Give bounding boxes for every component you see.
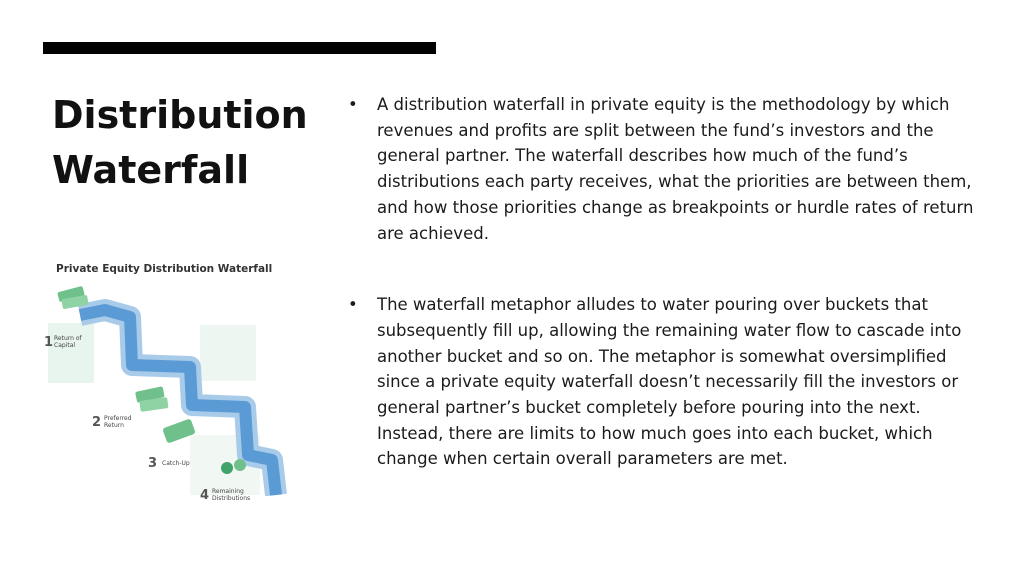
title-accent-bar	[43, 42, 436, 54]
step-number: 1	[44, 335, 54, 350]
bullet-text: A distribution waterfall in private equity is the methodology by which revenues and profits are split between the fund’s investors and the general partner. The waterfall describes how much of the fund’s distributions each party receives, what the priorities are between them, and how those priorities change as breakpoints or hurdle rates of return are achieved.	[377, 95, 974, 243]
waterfall-graphic	[40, 255, 302, 513]
bullet-text: The waterfall metaphor alludes to water pouring over buckets that subsequently fill up, allowing the remaining water flow to cascade into another bucket and so on. The metaphor is somewhat oversimplified since a private equity waterfall doesn’t necessarily fill the investors or general partner’s bucket completely before pouring into the next. Instead, there are limits to how much goes into each bucket, which change when certain overall parameters are met.	[377, 295, 962, 469]
step-number: 3	[148, 456, 158, 471]
bullet-list	[348, 92, 988, 472]
waterfall-illustration	[40, 255, 302, 513]
bullet-item	[348, 92, 988, 246]
bullet-item	[348, 292, 988, 472]
step-number: 4	[200, 488, 210, 503]
bullet-marker: •	[348, 95, 358, 114]
step-number: 2	[92, 415, 102, 430]
step-label: Preferred Return	[104, 415, 132, 429]
background-block	[200, 325, 256, 381]
step-label: Catch-Up	[162, 460, 190, 467]
figure-title: Private Equity Distribution Waterfall	[56, 263, 273, 275]
slide-title	[52, 88, 332, 198]
bullet-marker: •	[348, 295, 358, 315]
background-block	[48, 323, 94, 383]
step-label: Return of Capital	[54, 335, 82, 349]
slide-title-line-2: Waterfall	[52, 148, 250, 192]
money-bills-icon	[135, 386, 169, 412]
slide-title-line-1: Distribution	[52, 93, 308, 137]
step-label: Remaining Distributions	[212, 488, 251, 502]
